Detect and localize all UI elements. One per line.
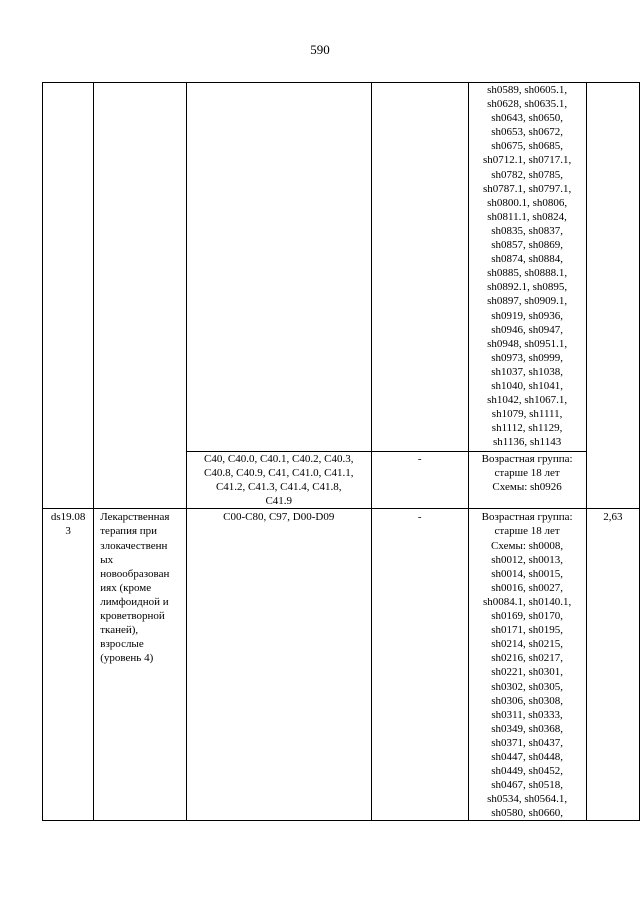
scheme-line: sh0857, sh0869, — [491, 239, 563, 252]
scheme-line: sh0897, sh0909.1, — [487, 295, 568, 308]
scheme-line: sh0675, sh0685, — [491, 140, 563, 153]
criteria-line: sh0306, sh0308, — [491, 694, 563, 707]
scheme-line: sh1042, sh1067.1, — [487, 394, 568, 407]
operations-cell — [371, 509, 468, 821]
code-cell — [43, 509, 94, 821]
scheme-line: sh0948, sh0951.1, — [487, 337, 568, 350]
kpg-name — [100, 510, 183, 665]
criteria-line: Схемы: sh0008, — [491, 539, 564, 552]
criteria-line: sh0216, sh0217, — [491, 652, 563, 665]
criteria-cell — [468, 509, 586, 821]
criteria-cell — [468, 452, 586, 509]
diagnosis-line: C41.2, C41.3, C41.4, C41.8, — [215, 481, 342, 494]
scheme-line: sh0787.1, sh0797.1, — [482, 182, 572, 195]
diagnoses-cell — [186, 509, 371, 821]
scheme-line: sh0811.1, sh0824, — [487, 210, 567, 223]
diagnosis-line: C40.8, C40.9, C41, C41.0, C41.1, — [204, 467, 354, 480]
name-line: новообразован — [100, 567, 170, 580]
scheme-line: sh0712.1, sh0717.1, — [482, 154, 572, 167]
scheme-line: sh0973, sh0999, — [491, 351, 563, 364]
criteria-line: Схемы: sh0926 — [492, 481, 562, 494]
name-line: злокачественн — [100, 539, 168, 552]
scheme-line: sh1136, sh1143 — [492, 436, 562, 449]
diagnoses-cell — [186, 452, 371, 509]
criteria-line: sh0580, sh0660, — [491, 807, 563, 820]
criteria-line: sh0169, sh0170, — [491, 610, 563, 623]
dash-value: - — [417, 453, 422, 465]
coefficient-cell — [586, 509, 639, 821]
criteria-line: sh0349, sh0368, — [491, 722, 563, 735]
dash-value: - — [417, 511, 422, 524]
table-row-ds19-083 — [43, 509, 640, 821]
criteria-line: sh0084.1, sh0140.1, — [482, 595, 572, 608]
name-line: взрослые — [100, 638, 144, 651]
operations-cell-empty — [371, 83, 468, 452]
criteria-line: старше 18 лет — [494, 467, 560, 480]
scheme-line: sh0892.1, sh0895, — [487, 281, 568, 294]
criteria-line: sh0014, sh0015, — [491, 567, 563, 580]
kpg-code — [43, 510, 93, 538]
criteria-line: sh0449, sh0452, — [491, 765, 563, 778]
diagnoses-cell-empty — [186, 83, 371, 452]
scheme-line: sh1040, sh1041, — [491, 379, 563, 392]
name-cell-empty — [94, 83, 186, 509]
scheme-line: sh1112, sh1129, — [491, 422, 563, 435]
page-number: 590 — [310, 42, 330, 57]
criteria-line: sh0016, sh0027, — [491, 581, 563, 594]
code-line: ds19.08 — [50, 511, 86, 524]
scheme-line: sh0946, sh0947, — [491, 323, 563, 336]
scheme-line: sh0874, sh0884, — [491, 253, 563, 266]
name-line: терапия при — [100, 525, 158, 538]
schemes-list — [469, 83, 586, 449]
scheme-line: sh0589, sh0605.1, — [487, 84, 568, 96]
operations-cell — [371, 452, 468, 509]
criteria-line: Возрастная группа: — [481, 511, 573, 524]
diagnosis-line: C41.9 — [265, 495, 293, 508]
criteria-line: sh0171, sh0195, — [491, 624, 563, 637]
coefficient-cell-empty — [586, 83, 639, 509]
coefficient-value: 2,63 — [603, 511, 623, 524]
scheme-line: sh0835, sh0837, — [491, 224, 563, 237]
name-line: тканей), — [100, 624, 139, 637]
scheme-line: sh0643, sh0650, — [491, 112, 563, 125]
scheme-line: sh0653, sh0672, — [491, 126, 563, 139]
criteria-line: sh0302, sh0305, — [491, 680, 563, 693]
diagnoses-list — [187, 452, 371, 508]
kpg-table — [42, 82, 640, 821]
criteria-line: sh0534, sh0564.1, — [487, 793, 568, 806]
criteria-line: sh0221, sh0301, — [491, 666, 563, 679]
criteria-line: sh0447, sh0448, — [491, 750, 563, 763]
criteria-line: sh0311, sh0333, — [491, 708, 563, 721]
name-cell — [94, 509, 186, 821]
scheme-line: sh0782, sh0785, — [491, 168, 563, 181]
code-line: 3 — [65, 525, 71, 538]
diagnoses-range: C00-C80, C97, D00-D09 — [223, 511, 335, 524]
criteria-line: sh0371, sh0437, — [491, 736, 563, 749]
scheme-line: sh1079, sh1111, — [491, 408, 563, 421]
criteria-cell-top — [468, 83, 586, 452]
criteria-line: sh0012, sh0013, — [491, 553, 563, 566]
scheme-line: sh0800.1, sh0806, — [487, 196, 568, 209]
criteria-line: sh0467, sh0518, — [491, 779, 563, 792]
name-line: кроветворной — [100, 610, 165, 623]
criteria-list — [469, 452, 586, 494]
code-cell-empty — [43, 83, 94, 509]
criteria-line: старше 18 лет — [494, 525, 560, 538]
scheme-line: sh0628, sh0635.1, — [487, 98, 568, 111]
name-line: ых — [100, 553, 114, 566]
scheme-line: sh1037, sh1038, — [491, 365, 563, 378]
diagnosis-line: C40, C40.0, C40.1, C40.2, C40.3, — [204, 453, 354, 465]
name-line: (уровень 4) — [100, 652, 154, 665]
scheme-line: sh0919, sh0936, — [491, 309, 563, 322]
criteria-line: Возрастная группа: — [481, 453, 573, 465]
name-line: лимфоидной и — [100, 595, 169, 608]
criteria-line: sh0214, sh0215, — [491, 638, 563, 651]
scheme-line: sh0885, sh0888.1, — [487, 267, 568, 280]
table-row-continuation — [43, 83, 640, 452]
criteria-list — [469, 510, 586, 820]
name-line: иях (кроме — [100, 581, 152, 594]
name-line: Лекарственная — [100, 511, 170, 524]
